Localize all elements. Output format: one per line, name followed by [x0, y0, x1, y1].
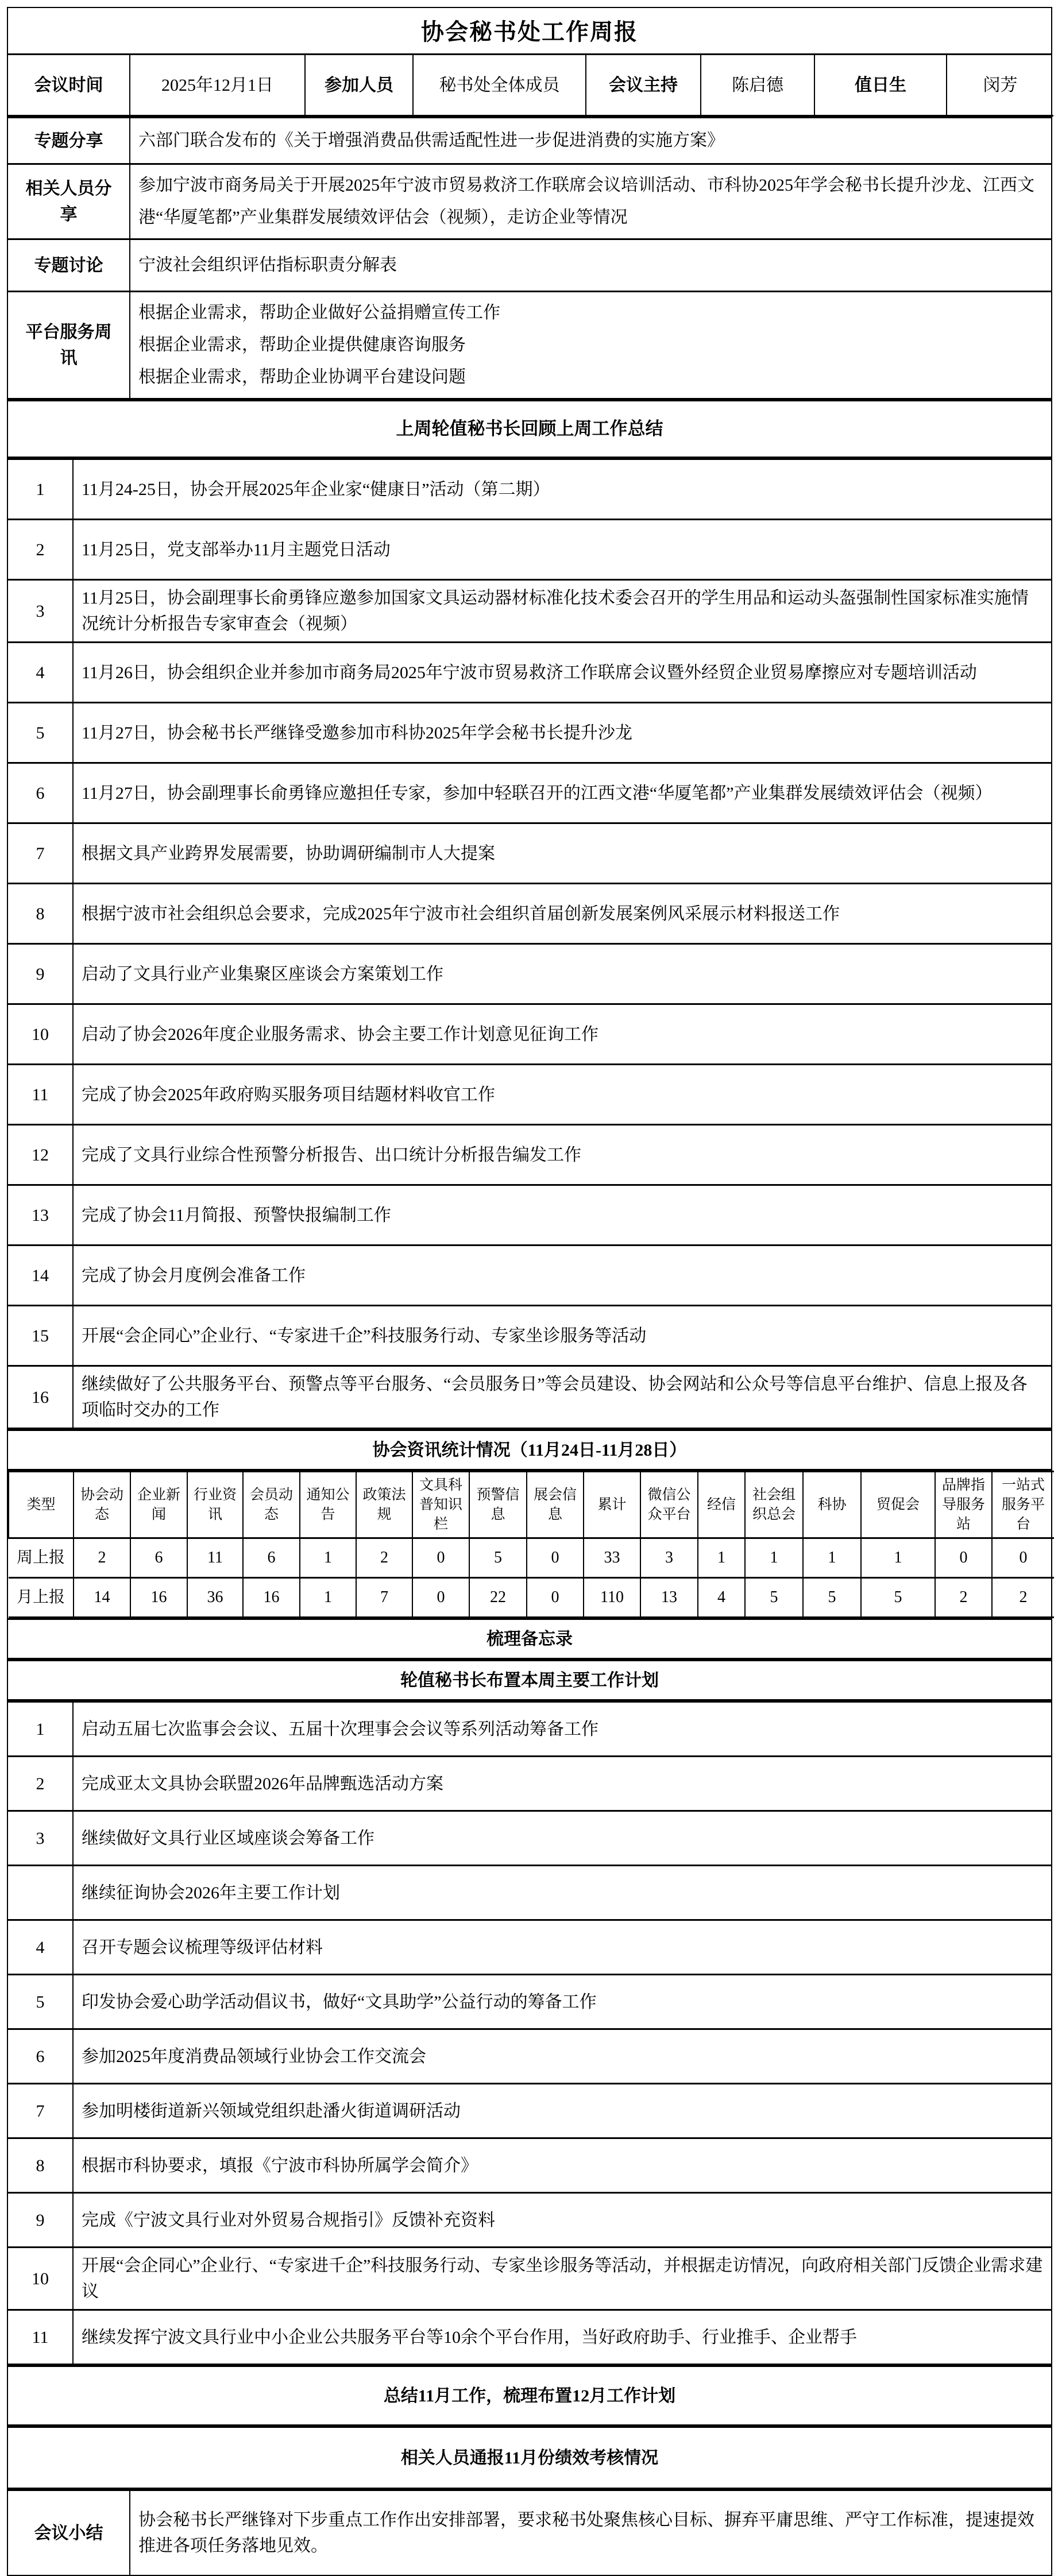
meeting-minutes-table: [8, 2489, 1051, 2575]
stats-column-header: 贸促会: [861, 1472, 935, 1538]
topic-row-label: 相关人员分享: [8, 164, 130, 239]
section-header-row: [8, 1430, 1051, 1470]
stat-value-cell: 1: [745, 1538, 803, 1578]
stat-value-cell: 0: [412, 1538, 469, 1578]
meeting-info-table: [8, 55, 1053, 117]
minutes-label: 会议小结: [8, 2490, 130, 2575]
host-label: 会议主持: [586, 55, 701, 116]
host-value: 陈启德: [701, 55, 814, 116]
thisweek-item-text: 印发协会爱心助学活动倡议书，做好“文具助学”公益行动的筹备工作: [73, 1975, 1051, 2029]
section-header-row: [8, 2427, 1051, 2489]
lastweek-item-text: 启动了协会2026年度企业服务需求、协会主要工作计划意见征询工作: [73, 1004, 1051, 1065]
lastweek-item-text: 继续做好了公共服务平台、预警点等平台服务、“会员服务日”等会员建设、协会网站和公众号等信息平台维护、信息上报及各项临时交办的工作: [73, 1366, 1051, 1429]
stats-table: [8, 1471, 1054, 1618]
stats-column-header: 科协: [803, 1472, 861, 1538]
thisweek-item-text: 继续征询协会2026年主要工作计划: [73, 1866, 1051, 1920]
cell-text-line: 参加宁波市商务局关于开展2025年宁波市贸易救济工作联席会议培训活动、市科协2025年学会秘书长提升沙龙、江西文港“华厦笔都”产业集群发展绩效评估会（视频），走访企业等情况: [138, 176, 1034, 227]
lastweek-item-number: 1: [8, 459, 73, 520]
lastweek-item-text: 完成了协会11月简报、预警快报编制工作: [73, 1185, 1051, 1246]
meeting-time-value: 2025年12月1日: [130, 55, 305, 116]
thisweek-item-text: 完成《宁波文具行业对外贸易合规指引》反馈补充资料: [73, 2193, 1051, 2248]
stat-value-cell: 0: [992, 1538, 1054, 1578]
lastweek-item-text: 开展“会企同心”企业行、“专家进千企”科技服务行动、专家坐诊服务等活动: [73, 1306, 1051, 1366]
lastweek-item-number: 12: [8, 1125, 73, 1185]
stat-value-cell: 33: [584, 1538, 640, 1578]
lastweek-item-row: [8, 763, 1051, 823]
stats-column-header: 经信: [698, 1472, 745, 1538]
thisweek-item-number: [8, 1866, 73, 1920]
topic-row-content: [130, 118, 1051, 164]
thisweek-item-number: 1: [8, 1702, 73, 1757]
lastweek-item-text: 11月27日，协会副理事长俞勇锋应邀担任专家，参加中轻联召开的江西文港“华厦笔都”产业集群发展绩效评估会（视频）: [73, 763, 1051, 823]
topic-row: [8, 164, 1051, 239]
performance-report-title: 相关人员通报11月份绩效考核情况: [8, 2427, 1051, 2489]
topic-row-content: [130, 239, 1051, 292]
thisweek-item-row: [8, 2248, 1051, 2310]
participants-value: 秘书处全体成员: [413, 55, 586, 116]
thisweek-item-number: 5: [8, 1975, 73, 2029]
lastweek-item-row: [8, 1306, 1051, 1366]
stats-column-header: 预警信息: [469, 1472, 527, 1538]
topic-row: [8, 239, 1051, 292]
cell-text-line: 六部门联合发布的《关于增强消费品供需适配性进一步促进消费的实施方案》: [138, 131, 724, 150]
thisweek-item-text: 开展“会企同心”企业行、“专家进千企”科技服务行动、专家坐诊服务等活动，并根据走访情况，向政府相关部门反馈企业需求建议: [73, 2248, 1051, 2310]
lastweek-item-text: 完成了文具行业综合性预警分析报告、出口统计分析报告编发工作: [73, 1125, 1051, 1185]
thisweek-item-number: 3: [8, 1811, 73, 1866]
month-summary-title: 总结11月工作，梳理布置12月工作计划: [8, 2366, 1051, 2426]
stat-value-cell: 2: [356, 1538, 412, 1578]
memo-section-header: [8, 1618, 1051, 1660]
lastweek-item-text: 11月27日，协会秘书长严继锋受邀参加市科协2025年学会秘书长提升沙龙: [73, 703, 1051, 763]
lastweek-item-row: [8, 1185, 1051, 1246]
thisweek-section-title: 轮值秘书长布置本周主要工作计划: [8, 1661, 1051, 1700]
thisweek-item-text: 启动五届七次监事会会议、五届十次理事会会议等系列活动筹备工作: [73, 1702, 1051, 1757]
duty-label: 值日生: [814, 55, 947, 116]
section-header-row: [8, 401, 1051, 458]
lastweek-item-number: 8: [8, 884, 73, 944]
thisweek-item-row: [8, 2029, 1051, 2084]
stat-value-cell: 6: [243, 1538, 300, 1578]
thisweek-item-text: 参加2025年度消费品领域行业协会工作交流会: [73, 2029, 1051, 2084]
thisweek-item-number: 11: [8, 2310, 73, 2365]
lastweek-item-number: 9: [8, 944, 73, 1004]
topic-row-label: 专题分享: [8, 118, 130, 164]
lastweek-item-row: [8, 944, 1051, 1004]
stats-column-header: 品牌指导服务站: [935, 1472, 992, 1538]
stats-column-header: 累计: [584, 1472, 640, 1538]
stats-column-header: 行业资讯: [187, 1472, 243, 1538]
thisweek-item-text: 完成亚太文具协会联盟2026年品牌甄选活动方案: [73, 1757, 1051, 1811]
stat-value-cell: 5: [745, 1578, 803, 1618]
lastweek-item-number: 10: [8, 1004, 73, 1065]
lastweek-item-row: [8, 884, 1051, 944]
topic-row-label: 专题讨论: [8, 239, 130, 292]
stat-value-cell: 7: [356, 1578, 412, 1618]
lastweek-item-number: 11: [8, 1065, 73, 1125]
stats-column-header-row: [9, 1472, 1054, 1538]
thisweek-item-number: 7: [8, 2084, 73, 2138]
lastweek-item-text: 11月25日，协会副理事长俞勇锋应邀参加国家文具运动器材标准化技术委会召开的学生用品和运动头盔强制性国家标准实施情况统计分析报告专家审查会（视频）: [73, 580, 1051, 643]
thisweek-item-row: [8, 1811, 1051, 1866]
minutes-row: [8, 2490, 1051, 2575]
topic-row: [8, 118, 1051, 164]
meeting-time-label: 会议时间: [8, 55, 130, 116]
stats-column-header: 会员动态: [243, 1472, 300, 1538]
lastweek-item-row: [8, 1004, 1051, 1065]
lastweek-item-text: 完成了协会2025年政府购买服务项目结题材料收官工作: [73, 1065, 1051, 1125]
lastweek-item-row: [8, 703, 1051, 763]
stats-column-header: 通知公告: [300, 1472, 356, 1538]
lastweek-item-text: 完成了协会月度例会准备工作: [73, 1246, 1051, 1306]
lastweek-items-table: [8, 458, 1051, 1429]
thisweek-section-header: [8, 1660, 1051, 1701]
thisweek-item-text: 根据市科协要求，填报《宁波市科协所属学会简介》: [73, 2138, 1051, 2193]
thisweek-item-text: 召开专题会议梳理等级评估材料: [73, 1920, 1051, 1975]
thisweek-item-row: [8, 1757, 1051, 1811]
lastweek-item-row: [8, 1125, 1051, 1185]
lastweek-item-number: 15: [8, 1306, 73, 1366]
stats-column-header: 一站式服务平台: [992, 1472, 1054, 1538]
stat-value-cell: 4: [698, 1578, 745, 1618]
topic-row-content: [130, 164, 1051, 239]
lastweek-item-row: [8, 823, 1051, 884]
duty-value: 闵芳: [947, 55, 1053, 116]
weekly-report-sheet: [7, 7, 1052, 2576]
stats-data-row: [9, 1538, 1054, 1578]
lastweek-item-number: 2: [8, 520, 73, 580]
stats-column-header: 类型: [9, 1472, 74, 1538]
lastweek-item-text: 根据宁波市社会组织总会要求，完成2025年宁波市社会组织首届创新发展案例风采展示材料报送工作: [73, 884, 1051, 944]
thisweek-item-text: 继续做好文具行业区域座谈会筹备工作: [73, 1811, 1051, 1866]
lastweek-item-text: 11月25日，党支部举办11月主题党日活动: [73, 520, 1051, 580]
stat-value-cell: 0: [527, 1538, 584, 1578]
topic-row-label: 平台服务周讯: [8, 292, 130, 399]
topic-row: [8, 292, 1051, 399]
lastweek-section-title: 上周轮值秘书长回顾上周工作总结: [8, 401, 1051, 458]
lastweek-item-text: 根据文具产业跨界发展需要，协助调研编制市人大提案: [73, 823, 1051, 884]
stat-value-cell: 16: [130, 1578, 187, 1618]
stat-value-cell: 1: [803, 1538, 861, 1578]
page-title: 协会秘书处工作周报: [8, 8, 1051, 55]
thisweek-item-number: 9: [8, 2193, 73, 2248]
lastweek-item-text: 11月26日，协会组织企业并参加市商务局2025年宁波市贸易救济工作联席会议暨外经贸企业贸易摩擦应对专题培训活动: [73, 643, 1051, 703]
stats-section-title: 协会资讯统计情况（11月24日-11月28日）: [8, 1430, 1051, 1470]
stats-column-header: 政策法规: [356, 1472, 412, 1538]
thisweek-item-row: [8, 1702, 1051, 1757]
topic-rows-table: [8, 117, 1051, 400]
section-header-row: [8, 2366, 1051, 2426]
stat-value-cell: 3: [640, 1538, 698, 1578]
stat-value-cell: 5: [861, 1578, 935, 1618]
thisweek-item-number: 8: [8, 2138, 73, 2193]
stats-column-header: 展会信息: [527, 1472, 584, 1538]
stats-column-header: 企业新闻: [130, 1472, 187, 1538]
stat-value-cell: 16: [243, 1578, 300, 1618]
participants-label: 参加人员: [305, 55, 413, 116]
stats-column-header: 微信公众平台: [640, 1472, 698, 1538]
stat-value-cell: 6: [130, 1538, 187, 1578]
stats-column-header: 文具科普知识栏: [412, 1472, 469, 1538]
thisweek-item-text: 参加明楼街道新兴领域党组织赴潘火街道调研活动: [73, 2084, 1051, 2138]
stat-value-cell: 110: [584, 1578, 640, 1618]
cell-text-line: 根据企业需求，帮助企业协调平台建设问题: [138, 368, 466, 386]
cell-text-line: 根据企业需求，帮助企业做好公益捐赠宣传工作: [138, 303, 500, 322]
lastweek-item-number: 14: [8, 1246, 73, 1306]
thisweek-item-row: [8, 1975, 1051, 2029]
lastweek-item-number: 3: [8, 580, 73, 643]
stats-data-row: [9, 1578, 1054, 1618]
lastweek-item-number: 13: [8, 1185, 73, 1246]
thisweek-item-number: 2: [8, 1757, 73, 1811]
stat-value-cell: 2: [935, 1578, 992, 1618]
stat-value-cell: 1: [300, 1538, 356, 1578]
stat-value-cell: 0: [935, 1538, 992, 1578]
stat-value-cell: 5: [803, 1578, 861, 1618]
month-summary-header: [8, 2365, 1051, 2426]
cell-text-line: 根据企业需求，帮助企业提供健康咨询服务: [138, 335, 466, 354]
stats-row-label: 周上报: [9, 1538, 74, 1578]
lastweek-item-row: [8, 520, 1051, 580]
thisweek-item-number: 10: [8, 2248, 73, 2310]
minutes-text: 协会秘书长严继锋对下步重点工作作出安排部署，要求秘书处聚焦核心目标、摒弃平庸思维、严守工作标准，提速提效推进各项任务落地见效。: [130, 2490, 1051, 2575]
lastweek-item-row: [8, 1065, 1051, 1125]
lastweek-item-row: [8, 643, 1051, 703]
lastweek-item-text: 11月24-25日，协会开展2025年企业家“健康日”活动（第二期）: [73, 459, 1051, 520]
stats-section-header: [8, 1429, 1051, 1471]
stats-row-label: 月上报: [9, 1578, 74, 1618]
memo-section-title: 梳理备忘录: [8, 1619, 1051, 1659]
stat-value-cell: 11: [187, 1538, 243, 1578]
stat-value-cell: 14: [74, 1578, 130, 1618]
stat-value-cell: 13: [640, 1578, 698, 1618]
thisweek-item-row: [8, 2193, 1051, 2248]
stat-value-cell: 1: [861, 1538, 935, 1578]
lastweek-item-row: [8, 459, 1051, 520]
section-header-row: [8, 1661, 1051, 1700]
thisweek-item-number: 4: [8, 1920, 73, 1975]
performance-report-header: [8, 2426, 1051, 2489]
stat-value-cell: 5: [469, 1538, 527, 1578]
section-header-row: [8, 1619, 1051, 1659]
lastweek-item-row: [8, 580, 1051, 643]
lastweek-item-text: 启动了文具行业产业集聚区座谈会方案策划工作: [73, 944, 1051, 1004]
stat-value-cell: 2: [992, 1578, 1054, 1618]
lastweek-item-number: 7: [8, 823, 73, 884]
stat-value-cell: 36: [187, 1578, 243, 1618]
stats-column-header: 协会动态: [74, 1472, 130, 1538]
stat-value-cell: 0: [527, 1578, 584, 1618]
topic-row-content: [130, 292, 1051, 399]
lastweek-item-number: 5: [8, 703, 73, 763]
thisweek-item-row: [8, 2310, 1051, 2365]
lastweek-item-number: 6: [8, 763, 73, 823]
thisweek-item-number: 6: [8, 2029, 73, 2084]
lastweek-item-row: [8, 1246, 1051, 1306]
lastweek-item-row: [8, 1366, 1051, 1429]
stat-value-cell: 22: [469, 1578, 527, 1618]
thisweek-item-row: [8, 2084, 1051, 2138]
thisweek-items-table: [8, 1701, 1051, 2365]
thisweek-item-text: 继续发挥宁波文具行业中小企业公共服务平台等10余个平台作用，当好政府助手、行业推手、企业帮手: [73, 2310, 1051, 2365]
cell-text-line: 宁波社会组织评估指标职责分解表: [138, 256, 397, 274]
meeting-info-row: [8, 55, 1053, 116]
thisweek-item-row: [8, 2138, 1051, 2193]
stat-value-cell: 0: [412, 1578, 469, 1618]
stats-column-header: 社会组织总会: [745, 1472, 803, 1538]
thisweek-item-row: [8, 1866, 1051, 1920]
stat-value-cell: 2: [74, 1538, 130, 1578]
lastweek-section-header: [8, 400, 1051, 458]
stat-value-cell: 1: [300, 1578, 356, 1618]
report-table-frame: [7, 7, 1052, 2576]
thisweek-item-row: [8, 1920, 1051, 1975]
lastweek-item-number: 4: [8, 643, 73, 703]
stat-value-cell: 1: [698, 1538, 745, 1578]
lastweek-item-number: 16: [8, 1366, 73, 1429]
